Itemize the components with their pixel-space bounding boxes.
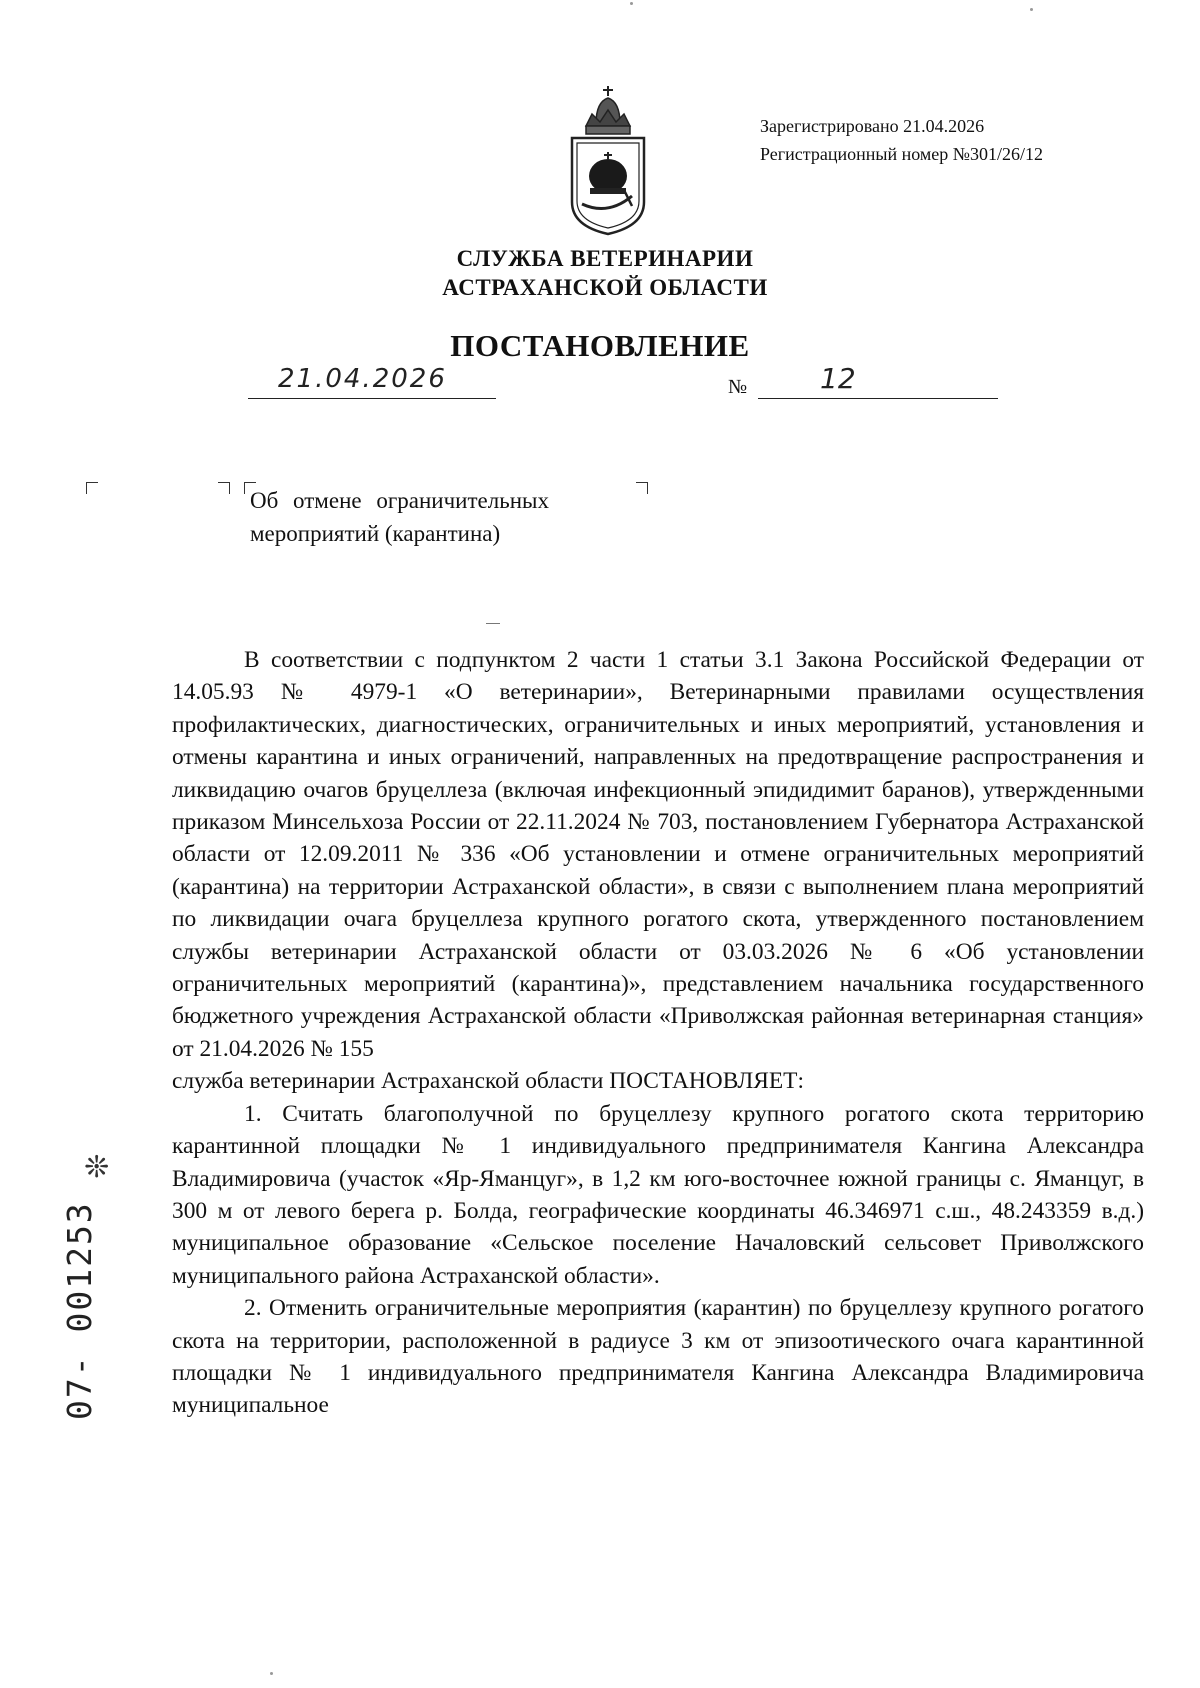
organization-line-2: АСТРАХАНСКОЙ ОБЛАСТИ: [442, 275, 768, 300]
organization-name: [0, 244, 1200, 302]
item-2-paragraph: 2. Отменить ограничительные мероприятия (карантин) по бруцеллезу крупного рогатого скота на территории, расположенной в радиусе 3 км от эпизоотического очага карантинной площадки № 1 индивидуального предпринимателя Кангина Александра Владимировича муниципальное: [172, 1295, 1144, 1419]
item-1-paragraph: 1. Считать благополучной по бруцеллезу крупного рогатого скота территорию карантинной площадки № 1 индивидуального предпринимателя Кангина Александра Владимировича (участок «Яр-Яманцуг», в 1,2 км юго-восточнее южной границы с. Яманцуг, в 300 м от левого берега р. Болда, географические координаты 46.346971 с.ш., 48.243359 в.д.) муниципальное образование «Сельское поселение Началовский сельсовет Приволжского муниципального района Астраханской области».: [172, 1100, 1144, 1289]
corner-mark-top-right: [218, 482, 230, 494]
subject-line-1: Об отмене ограничительных: [250, 488, 549, 513]
number-sign: №: [728, 376, 748, 398]
decree-line: служба ветеринарии Астраханской области ПОСТАНОВЛЯЕТ:: [172, 1068, 804, 1095]
scan-speck: [270, 1672, 273, 1675]
side-serial-stamp: 07- 001253: [60, 1201, 99, 1420]
registration-stamp: [760, 112, 1043, 168]
subject-line-2: мероприятий (карантина): [250, 521, 501, 546]
handwritten-number: 12: [820, 362, 856, 395]
document-type-title: ПОСТАНОВЛЕНИЕ: [450, 328, 750, 363]
handwritten-date: 21.04.2026: [278, 364, 447, 394]
preamble-paragraph: В соответствии с подпунктом 2 части 1 статьи 3.1 Закона Российской Федерации от 14.05.93 № 4979-1 «О ветеринарии», Ветеринарными правилами осуществления профилактических, диагностических, ограничительных и иных мероприятий, установления и отмены карантина и иных ограничений, направленных на предотвращение распространения и ликвидацию очагов бруцеллеза (включая инфекционный эпидидимит баранов), утвержденными приказом Минсельхоза России от 22.11.2024 № 703, постановлением Губернатора Астраханской области от 12.09.2011 № 336 «Об установлении и отмене ограничительных мероприятий (карантина) на территории Астраханской области», в связи с выполнением плана мероприятий по ликвидации очага бруцеллеза крупного рогатого скота, утвержденного постановлением службы ветеринарии Астраханской области от 03.03.2026 № 6 «Об установлении ограничительных мероприятий (карантина)», представлением начальника государственного бюджетного учреждения Астраханской области «Приволжская районная ветеринарная станция» от 21.04.2026 № 155: [172, 647, 1144, 1062]
document-body: [172, 644, 1144, 1422]
scan-speck: [630, 2, 633, 5]
number-underline: [758, 366, 998, 399]
side-mark-icon: ❊: [84, 1150, 110, 1185]
corner-mark-top-left: [86, 482, 98, 494]
organization-line-1: СЛУЖБА ВЕТЕРИНАРИИ: [456, 246, 754, 271]
document-subject: [250, 484, 650, 550]
registration-date: Зарегистрировано 21.04.2026: [760, 116, 985, 136]
registration-number: Регистрационный номер №301/26/12: [760, 144, 1043, 164]
scan-speck: [1030, 8, 1033, 11]
coat-of-arms-emblem: [566, 84, 650, 236]
separator-dash: [486, 623, 500, 624]
